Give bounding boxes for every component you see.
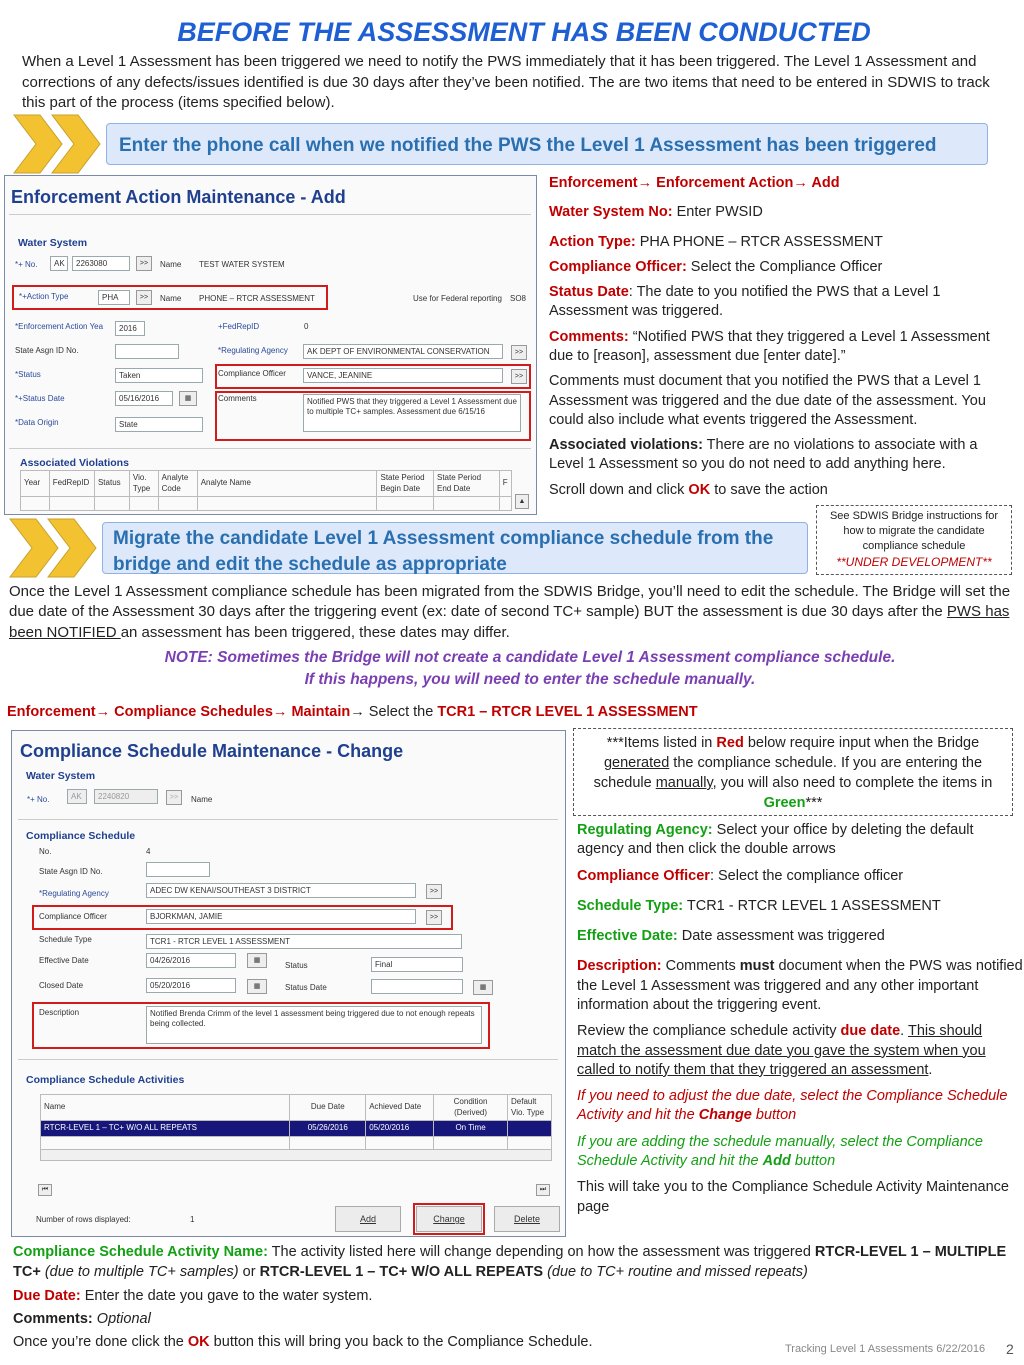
step2-instructions: Regulating Agency: Select your office by deleting the default agency and then click the double arrows Compliance Officer: Select the compliance officer Schedule Type: TCR1 - RTCR LEVEL 1 ASSESSMENT Effective Date: Date assessment was triggered Description: Comments must document when the PWS was notified the Level 1 Assessment was triggered and any other important information about the triggering event. Review the compliance schedule activity due date. This should match the assessment due date you gave the system when you called to notify them that they triggered an assessment. If you need to adjust the due date, select the Compliance Schedule Activity and hit the Change button If you are adding the schedule manually, select the Compliance Schedule Activity and hit the Add button This will take you to the Compliance Schedule Activity Maintenance page [577,822,1023,1215]
footer-text: Tracking Level 1 Assessments 6/22/2016 [785,1343,986,1355]
note-line-2: If this happens, you will need to enter the schedule manually. [304,671,756,688]
menu-path-1: Enforcement→ Enforcement Action→ Add [549,175,840,191]
action-type-input[interactable]: PHA [98,290,130,305]
change-button[interactable]: Change [416,1206,482,1232]
col-begin-date: State Period Begin Date [377,471,434,497]
col-analyte-name: Analyte Name [197,471,377,497]
col-analyte-code: Analyte Code [158,471,197,497]
pws-no-input-2[interactable]: 2240820 [94,789,158,804]
bridge-items-note: ***Items listed in Red below require input when the Bridge generated the compliance schedule. If you are entering the schedule manually, you will also need to complete the items in Green*** [573,728,1013,816]
fedrepid-label: +FedRepID [218,322,260,331]
state-asgn-label: State Asgn ID No. [15,346,79,355]
officer-label-2: Compliance Officer [39,912,107,921]
status-date-input-2[interactable] [371,979,463,994]
horizontal-scrollbar[interactable] [40,1149,552,1161]
calendar-icon[interactable]: ▦ [179,391,197,406]
status-label-2: Status [285,961,308,970]
officer-lookup-button-2[interactable]: >> [426,910,442,925]
pws-no-label-2: *+ No. [27,795,50,804]
federal-reporting-value: SO8 [510,294,527,303]
schedule-type-select[interactable]: TCR1 - RTCR LEVEL 1 ASSESSMENT [146,934,462,949]
federal-reporting-label: Use for Federal reporting [413,294,502,303]
first-page-icon[interactable]: ⏮ [38,1184,52,1196]
officer-input[interactable]: VANCE, JEANINE [303,368,503,383]
description-textarea[interactable]: Notified Brenda Crimm of the level 1 assessment being triggered due to not enough repeats being collected. [146,1006,482,1044]
closed-date-input[interactable]: 05/20/2016 [146,978,236,993]
data-origin-select[interactable]: State [115,417,203,432]
calendar-icon[interactable]: ▦ [473,980,493,995]
intro-paragraph: When a Level 1 Assessment has been triggered we need to notify the PWS immediately that it has been triggered. The Level 1 Assessment and corrections of any defects/issues identified is due 30 days after they’ve been notified. The are two items that need to be entered in SDWIS to track this part of the process (items specified below). [22,53,990,112]
cs-no-label: No. [39,847,52,856]
action-type-label: *+Action Type [19,292,69,301]
officer-input-2[interactable]: BJORKMAN, JAMIE [146,909,416,924]
status-date-label-2: Status Date [285,983,327,992]
status-select-2[interactable]: Final [371,957,463,972]
act-col-condition: Condition (Derived) [434,1095,508,1121]
action-name-label: Name [160,294,182,303]
scroll-arrows-icon[interactable]: ▲ [515,494,529,509]
page-number: 2 [1006,1341,1014,1357]
note-line-1: NOTE: Sometimes the Bridge will not create a candidate Level 1 Assessment compliance schedule. [164,649,896,666]
pws-lookup-button[interactable]: >> [136,256,152,271]
calendar-icon[interactable]: ▦ [247,979,267,994]
menu-path-2: Enforcement→ Compliance Schedules→ Maintain→ Select the TCR1 – RTCR LEVEL 1 ASSESSMENT [7,704,698,720]
data-origin-label: *Data Origin [15,418,59,427]
action-type-lookup-button[interactable]: >> [136,290,152,305]
status-date-input[interactable]: 05/16/2016 [115,391,173,406]
col-fedrepid: FedRepID [49,471,94,497]
last-page-icon[interactable]: ⏭ [536,1184,550,1196]
regulating-agency-input[interactable]: AK DEPT OF ENVIRONMENTAL CONSERVATION [303,344,503,359]
page-title: BEFORE THE ASSESSMENT HAS BEEN CONDUCTED [177,17,871,47]
agency-lookup-button-2[interactable]: >> [426,884,442,899]
pws-state-input-2[interactable]: AK [67,789,87,804]
panel2-title: Compliance Schedule Maintenance - Change [20,741,404,761]
activities-label: Compliance Schedule Activities [26,1074,185,1086]
col-f: F [499,471,511,497]
status-label: *Status [15,370,41,379]
pws-no-label: *+ No. [15,260,38,269]
act-col-default: Default Vio. Type [508,1095,552,1121]
col-year: Year [21,471,50,497]
table-row[interactable]: RTCR-LEVEL 1 – TC+ W/O ALL REPEATS 05/26/2016 05/20/2016 On Time [41,1121,552,1137]
delete-button[interactable]: Delete [494,1206,560,1232]
pws-no-input[interactable]: 2263080 [72,256,130,271]
cs-no-value: 4 [146,847,151,856]
effective-date-label: Effective Date [39,956,89,965]
fedrepid-value: 0 [304,322,309,331]
activities-table [40,1094,552,1151]
officer-label: Compliance Officer [218,369,286,378]
rows-displayed-value: 1 [190,1215,195,1224]
effective-date-input[interactable]: 04/26/2016 [146,953,236,968]
state-asgn-input[interactable] [115,344,179,359]
action-name-value: PHONE – RTCR ASSESSMENT [199,294,315,303]
step1-heading: Enter the phone call when we notified the PWS the Level 1 Assessment has been triggered [106,123,988,165]
sdwis-bridge-note: See SDWIS Bridge instructions for how to migrate the candidate compliance schedule **UNDER DEVELOPMENT** [816,505,1012,575]
officer-lookup-button[interactable]: >> [511,369,527,384]
panel-title: Enforcement Action Maintenance - Add [11,187,346,207]
rows-displayed-label: Number of rows displayed: [36,1215,131,1224]
add-button[interactable]: Add [335,1206,401,1232]
compliance-schedule-label: Compliance Schedule [26,830,136,842]
status-date-label: *+Status Date [15,394,65,403]
bottom-instructions: Compliance Schedule Activity Name: The activity listed here will change depending on how the assessment was triggered RTCR-LEVEL 1 – MULTIPLE TC+ (due to multiple TC+ samples) or RTCR-LEVEL 1 – TC+ W/O ALL REPEATS (due to TC+ routine and missed repeats) Due Date: Enter the date you gave to the water system. Comments: Optional Once you’re done click the OK button this will bring you back to the Compliance Schedule. [13,1244,1007,1351]
col-status: Status [94,471,129,497]
water-system-label-2: Water System [26,770,96,782]
regulating-agency-label: *Regulating Agency [218,346,288,355]
name-label-2: Name [191,795,213,804]
state-asgn-label-2: State Asgn ID No. [39,867,103,876]
name-value: TEST WATER SYSTEM [199,260,285,269]
step1-instructions: Enforcement→ Enforcement Action→ Add Water System No: Enter PWSID Action Type: PHA PHONE – RTCR ASSESSMENT Compliance Officer: Select the Compliance Officer Status Date: The date to you notified the PWS that a Level 1 Assessment was triggered. Comments: “Notified PWS that they triggered a Level 1 Assessment due to [reason], assessment due [enter date].” Comments must document that you notified the PWS that a Level 1 Assessment was triggered and the due date of the assessment. You could also include what events triggered the Assessment. Associated violations: There are no violations to associate with a Level 1 Assessment so you do not need to add anything here. Scroll down and click OK to save the action [549,174,1015,506]
action-year-label: *Enforcement Action Yea [15,322,104,331]
description-label: Description [39,1008,80,1017]
name-label: Name [160,260,182,269]
chevron-icon [12,113,104,175]
state-asgn-input-2[interactable] [146,862,210,877]
action-year-input[interactable]: 2016 [115,321,145,336]
agency-lookup-button[interactable]: >> [511,345,527,360]
status-select[interactable]: Taken [115,368,203,383]
calendar-icon[interactable]: ▦ [247,953,267,968]
reg-agency-input-2[interactable]: ADEC DW KENAI/SOUTHEAST 3 DISTRICT [146,883,416,898]
step2-paragraph: Once the Level 1 Assessment compliance schedule has been migrated from the SDWIS Bridge, you’ll need to edit the schedule. The Bridge will set the due date of the Assessment 30 days after the triggering event (ex: date of second TC+ sample) BUT the assessment is due 30 days after the PWS has been NOTIFIED an assessment has been triggered, these dates may differ. [9,583,1011,641]
closed-date-label: Closed Date [39,981,84,990]
pws-state-input[interactable]: AK [50,256,68,271]
associated-violations-label: Associated Violations [20,457,129,469]
reg-agency-label-2: *Regulating Agency [39,889,109,898]
pws-lookup-button-2[interactable]: >> [166,790,182,805]
comments-label: Comments [218,394,257,403]
col-end-date: State Period End Date [433,471,499,497]
comments-textarea[interactable]: Notified PWS that they triggered a Level 1 Assessment due to multiple TC+ samples. Assessment due 6/15/16 [303,394,521,432]
water-system-label: Water System [18,237,88,249]
act-col-achieved: Achieved Date [366,1095,434,1121]
enforcement-action-panel [4,175,537,515]
compliance-schedule-panel [11,730,566,1237]
col-vio-type: Vio. Type [129,471,158,497]
violations-table [20,470,512,511]
act-col-name: Name [41,1095,290,1121]
act-col-due: Due Date [290,1095,366,1121]
step2-heading: Migrate the candidate Level 1 Assessment compliance schedule from the bridge and edit the schedule as appropriate [102,522,808,574]
schedule-type-label: Schedule Type [39,935,92,944]
chevron-icon [8,517,100,579]
